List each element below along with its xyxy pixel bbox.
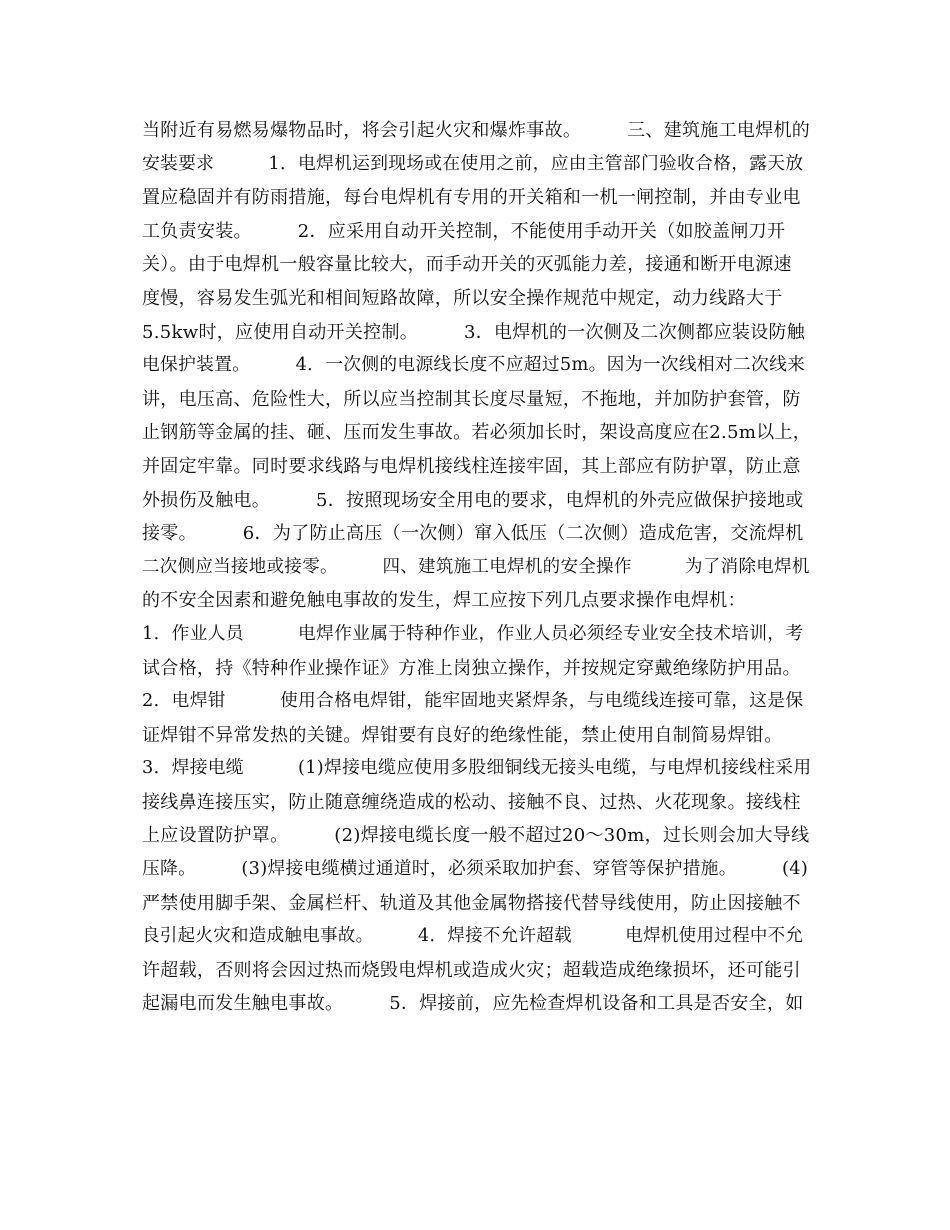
text-line: 2．电焊钳 使用合格电焊钳，能牢固地夹紧焊条，与电缆线连接可靠，这是保 <box>142 691 804 712</box>
text-line: 5.5kw时，应使用自动开关控制。 3．电焊机的一次侧及二次侧都应装设防触 <box>142 321 806 343</box>
text-line: 接零。 6．为了防止高压（一次侧）窜入低压（二次侧）造成危害，交流焊机 <box>142 523 804 545</box>
text-line: 上应设置防护罩。 (2)焊接电缆长度一般不超过20～30m，过长则会加大导线 <box>142 825 810 847</box>
text-line: 许超载，否则将会因过热而烧毁电焊机或造成火灾；超载造成绝缘损坏，还可能引 <box>142 959 801 981</box>
text-line: 起漏电而发生触电事故。 5．焊接前，应先检查焊机设备和工具是否安全，如 <box>142 993 804 1015</box>
text-line: 度慢，容易发生弧光和相间短路故障，所以安全操作规范中规定，动力线路大于 <box>142 287 783 309</box>
text-line: 并固定牢靠。同时要求线路与电焊机接线柱连接牢固，其上部应有防护罩，防止意 <box>142 455 801 477</box>
text-line: 压降。 (3)焊接电缆横过通道时，必须采取加护套、穿管等保护措施。 (4) <box>142 859 809 880</box>
text-line: 二次侧应当接地或接零。 四、建筑施工电焊机的安全操作 为了消除电焊机 <box>142 556 810 577</box>
text-line: 1．作业人员 电焊作业属于特种作业，作业人员必须经专业安全技术培训，考 <box>142 623 804 644</box>
text-line: 安装要求 1．电焊机运到现场或在使用之前，应由主管部门验收合格，露天放 <box>142 153 804 174</box>
text-line: 良引起火灾和造成触电事故。 4．焊接不允许超载 电焊机使用过程中不允 <box>142 926 804 947</box>
text-line: 讲，电压高、危险性大，所以应当控制其长度尽量短，不拖地，并加防护套管，防 <box>142 388 801 410</box>
text-line: 的不安全因素和避免触电事故的发生，焊工应按下列几点要求操作电焊机： <box>142 590 746 612</box>
text-line: 接线鼻连接压实，防止随意缠绕造成的松动、接触不良、过热、火花现象。接线柱 <box>142 791 801 813</box>
text-line: 止钢筋等金属的挂、砸、压而发生事故。若必须加长时，架设高度应在2.5m以上， <box>142 422 812 444</box>
text-line: 关）。由于电焊机一般容量比较大，而手动开关的灭弧能力差，接通和断开电源速 <box>142 254 792 276</box>
body-text <box>142 114 812 1021</box>
text-line: 外损伤及触电。 5．按照现场安全用电的要求，电焊机的外壳应做保护接地或 <box>142 489 804 511</box>
text-line: 工负责安装。 2．应采用自动开关控制，不能使用手动开关（如胶盖闸刀开 <box>142 220 786 242</box>
text-line: 电保护装置。 4．一次侧的电源线长度不应超过5m。因为一次线相对二次线来 <box>142 355 806 376</box>
text-line: 严禁使用脚手架、金属栏杆、轨道及其他金属物搭接代替导线使用，防止因接触不 <box>142 892 801 914</box>
text-line: 置应稳固并有防雨措施，每台电焊机有专用的开关箱和一机一闸控制，并由专业电 <box>142 187 801 209</box>
text-line: 3．焊接电缆 (1)焊接电缆应使用多股细铜线无接头电缆，与电焊机接线柱采用 <box>142 758 812 779</box>
text-line: 证焊钳不异常发热的关键。焊钳要有良好的绝缘性能，禁止使用自制简易焊钳。 <box>142 724 783 746</box>
text-line: 试合格，持《特种作业操作证》方准上岗独立操作，并按规定穿戴绝缘防护用品。 <box>142 657 801 679</box>
text-line: 当附近有易燃易爆物品时，将会引起火灾和爆炸事故。 三、建筑施工电焊机的 <box>142 120 811 141</box>
